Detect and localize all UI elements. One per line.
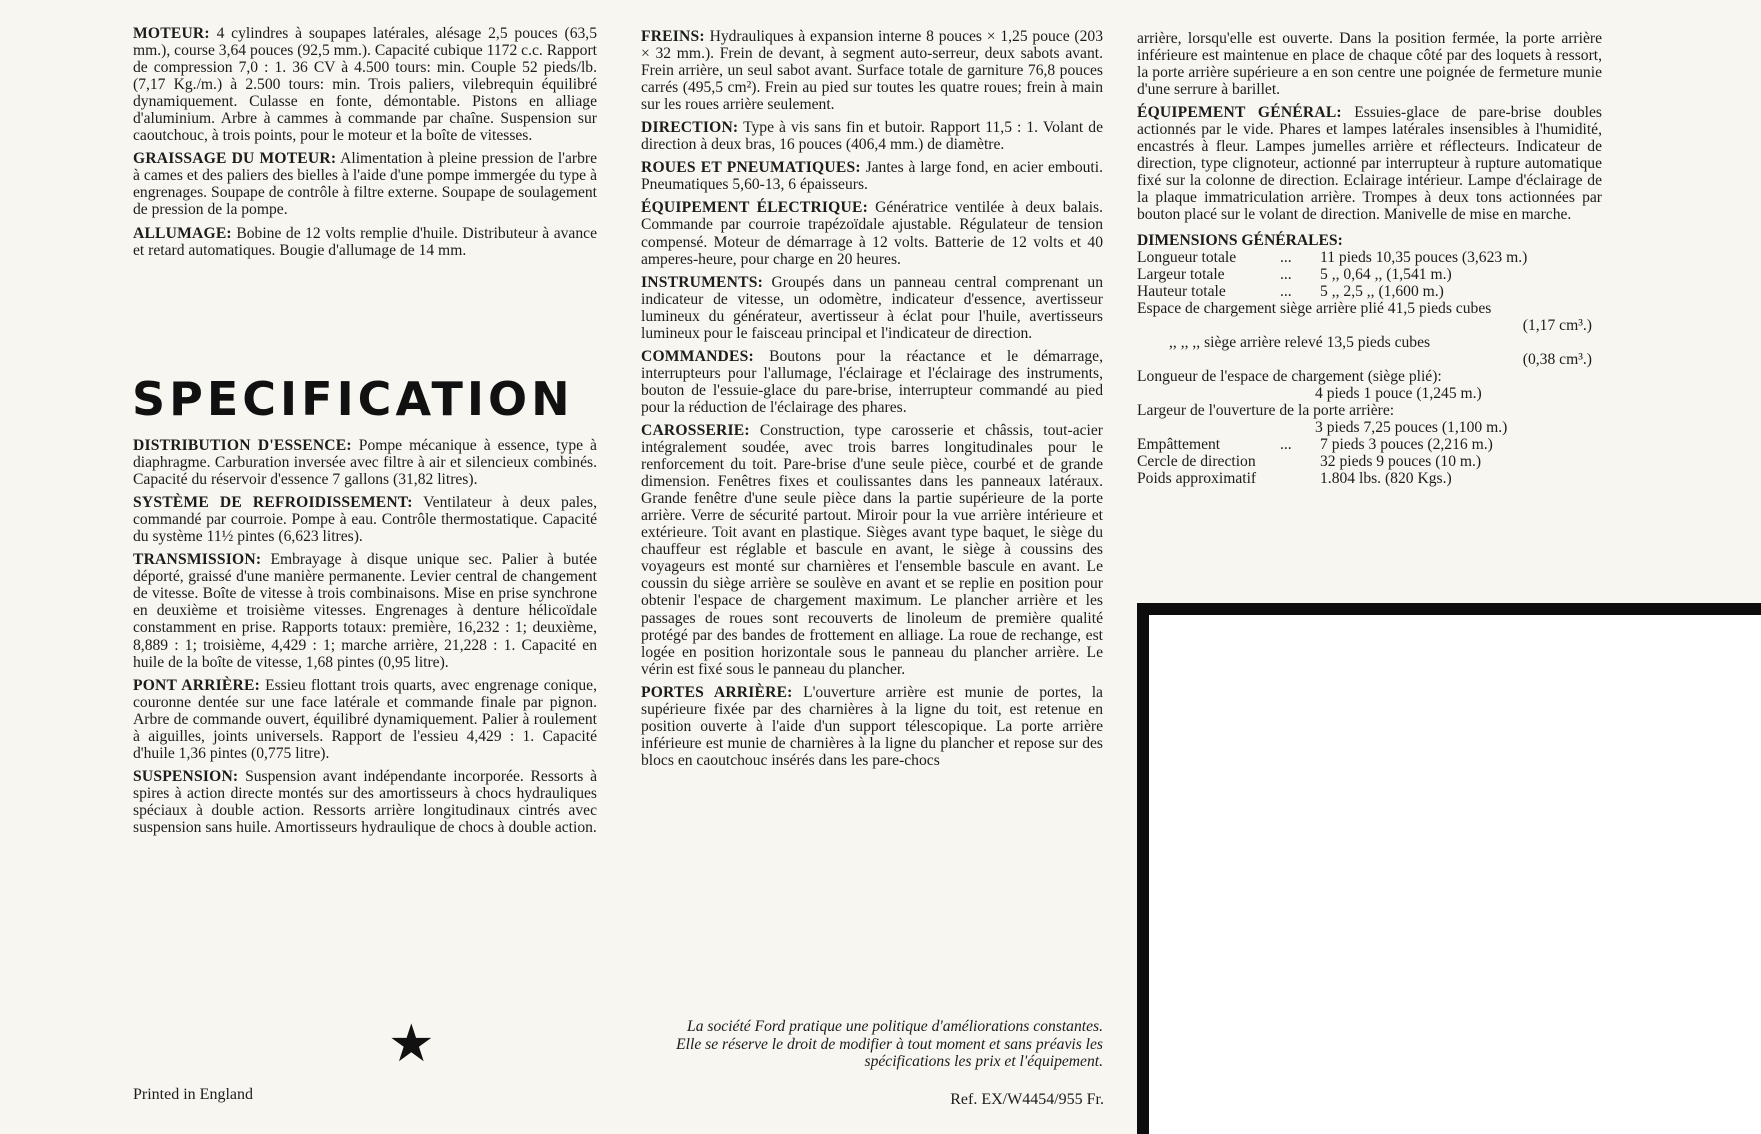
dimension-row xyxy=(1137,249,1602,266)
dimension-row xyxy=(1137,436,1602,453)
dimension-value: 11 pieds 10,35 pouces (3,623 m.) xyxy=(1320,248,1528,266)
spec-suspension xyxy=(133,768,597,836)
spec-portes-continuation: arrière, lorsqu'elle est ouverte. Dans la position fermée, la porte arrière inférieure est maintenue en place de chaque côté par des loquets à ressort, la porte arrière supérieure a en son centre une poignée de fermeture munie d'une serrure à barillet. xyxy=(1137,30,1602,99)
dimension-row xyxy=(1137,283,1602,300)
spec-equipement-general xyxy=(1137,104,1602,223)
cargo-space-raised-metric: (0,38 cm³.) xyxy=(1522,350,1592,368)
spec-allumage xyxy=(133,225,597,259)
spec-electrique xyxy=(641,199,1103,267)
spec-text: Ventilateur à deux pales, commandé par courroie. Pompe à eau. Contrôle thermostatique. Capacité du système 11½ pintes (6,623 litres). xyxy=(133,494,597,546)
dimension-dots: ... xyxy=(1280,436,1292,454)
cargo-length-value: 4 pieds 1 pouce (1,245 m.) xyxy=(1315,384,1482,402)
spec-heading: ÉQUIPEMENT GÉNÉRAL: xyxy=(1137,104,1342,122)
spec-instruments xyxy=(641,274,1103,342)
dimension-row xyxy=(1137,453,1602,470)
dimension-value: 7 pieds 3 pouces (2,216 m.) xyxy=(1320,436,1493,454)
spec-heading: INSTRUMENTS: xyxy=(641,273,763,291)
dimension-value: 32 pieds 9 pouces (10 m.) xyxy=(1320,453,1482,471)
cargo-space-folded-metric: (1,17 cm³.) xyxy=(1522,316,1592,334)
door-width-label: Largeur de l'ouverture de la porte arrière: xyxy=(1137,401,1395,419)
dimension-label: Largeur totale xyxy=(1137,265,1225,283)
spec-text: Alimentation à pleine pression de l'arbre à cames et des paliers des bielles à l'aide d'une pompe immergée du type à engrenages. Soupape de contrôle à filtre externe. Soupape de soulagement de pression de la pompe. xyxy=(133,150,597,219)
dimension-label: Poids approximatif xyxy=(1137,470,1257,488)
dimension-row xyxy=(1137,470,1602,487)
spec-heading: DISTRIBUTION D'ESSENCE: xyxy=(133,437,352,454)
spec-text: Génératrice ventilée à deux balais. Commande par courroie trapézoïdale ajustable. Régulateur de tension compensé. Moteur de démarrage à 12 volts. Batterie de 12 volts et 40 amperes-heure, pour charge en 20 heures. xyxy=(641,199,1104,268)
spec-heading: TRANSMISSION: xyxy=(133,551,262,569)
spec-graissage xyxy=(133,150,597,218)
dimension-value: 5 ,, 2,5 ,, (1,600 m.) xyxy=(1320,282,1444,300)
disclaimer-line: spécifications les prix et l'équipement. xyxy=(864,1053,1103,1070)
column-1-bottom xyxy=(133,437,597,842)
printed-in: Printed in England xyxy=(133,1086,253,1103)
spec-transmission xyxy=(133,551,597,670)
column-1-top xyxy=(133,25,597,265)
dimension-value: 1.804 lbs. (820 Kgs.) xyxy=(1320,470,1452,488)
spec-freins xyxy=(641,28,1103,113)
dimension-value: 5 ,, 0,64 ,, (1,541 m.) xyxy=(1320,265,1452,283)
disclaimer-note xyxy=(541,1018,1103,1071)
dimension-row xyxy=(1137,266,1602,283)
spec-roues xyxy=(641,159,1103,193)
reference-number: Ref. EX/W4454/955 Fr. xyxy=(950,1091,1104,1108)
dimension-dots: ... xyxy=(1280,248,1292,266)
spec-text: Suspension avant indépendante incorporée. Ressorts à spires à action directe montés sur des amortisseurs à chocs hydrauliques spéciaux à double action. Ressorts arrière longitudinaux cintrés avec suspension sans huile. Amortisseurs hydraulique de chocs à double action. xyxy=(133,767,597,836)
spec-text: Groupés dans un panneau central comprenant un indicateur de vitesse, un odomètre, indicateur d'essence, avertisseur lumineux du générateur, avertisseur à éclat pour l'huile, avertisseurs lumineux pour le faisceau principal et l'indicateur de direction. xyxy=(641,273,1103,342)
dimension-label: Empâttement xyxy=(1137,436,1221,454)
spec-text: L'ouverture arrière est munie de portes, la supérieure fixée par des charnières à la ligne du toit, est retenue en position ouverte à l'aide d'un support télescopique. La porte arrière inférieure est munie de charnières à la ligne du plancher et repose sur des blocs en caoutchouc insérés dans les pare-chocs xyxy=(641,683,1103,769)
cargo-length-label: Longueur de l'espace de chargement (siège plié): xyxy=(1137,367,1442,385)
disclaimer-line: La société Ford pratique une politique d'améliorations constantes. xyxy=(687,1018,1103,1035)
door-width-value: 3 pieds 7,25 pouces (1,100 m.) xyxy=(1315,419,1508,437)
cargo-space-raised: ,, ,, ,, siège arrière relevé 13,5 pieds cubes xyxy=(1169,333,1431,351)
dimensions-table-2 xyxy=(1137,436,1602,487)
spec-heading: CAROSSERIE: xyxy=(641,421,750,439)
spec-heading: GRAISSAGE DU MOTEUR: xyxy=(133,150,337,168)
dimension-dots: ... xyxy=(1280,265,1292,283)
spec-heading: ÉQUIPEMENT ÉLECTRIQUE: xyxy=(641,199,868,217)
spec-text: Construction, type carosserie et châssis, tout-acier intégralement soudée, avec trois barres longitudinales pour le renforcement du toit. Pare-brise d'une seule pièce, courbé et de grande dimension. Fenêtres fixes et coulissantes dans les panneaux latéraux. Grande fenêtre d'une seule pièce dans la partie supérieure de la porte arrière. Verre de sécurité partout. Miroir pour la vue arrière intérieure et extérieure. Toit avant en plastique. Sièges avant type baquet, le siège du chauffeur est réglable et bascule en avant, le siège à coussins des voyageurs est monté sur charnières et l'ensemble bascule en avant. Le coussin du siège arrière se soulève en avant et se replie en position pour obtenir l'espace de chargement maximum. Le plancher arrière et les passages de roues sont recouverts de linoleum de première qualité protégé par des bandes de frottement en alliage. La roue de rechange, est logée en position horizontale sous le panneau du plancher arrière. Le vérin est fixé sous le panneau du plancher. xyxy=(641,421,1103,678)
dimension-label: Hauteur totale xyxy=(1137,282,1226,300)
spec-commandes xyxy=(641,348,1103,416)
spec-heading: PONT ARRIÈRE: xyxy=(133,676,260,694)
spec-text: Pompe mécanique à essence, type à diaphragme. Carburation inversée avec filtre à air et silencieux combinés. Capacité du réservoir d'essence 7 gallons (31,82 litres). xyxy=(133,437,597,489)
spec-heading: COMMANDES: xyxy=(641,347,754,365)
spec-refroidissement xyxy=(133,494,597,545)
spec-heading: FREINS: xyxy=(641,28,705,45)
spec-direction xyxy=(641,119,1103,153)
spec-heading: SUSPENSION: xyxy=(133,767,239,785)
dimension-label: Longueur totale xyxy=(1137,248,1237,266)
spec-carosserie xyxy=(641,422,1103,678)
spec-text: Essieu flottant trois quarts, avec engrenage conique, couronne dentée sur une face latérale et commande finale par pignon. Arbre de commande ouvert, équilibré dynamiquement. Palier à roulement à aiguilles, joints universels. Rapport de l'essieu 4,429 : 1. Capacité d'huile 1,36 pintes (0,775 litre). xyxy=(133,676,597,762)
dimension-label: Cercle de direction xyxy=(1137,453,1256,471)
star-icon: ★ xyxy=(388,1014,435,1074)
spec-heading: DIRECTION: xyxy=(641,119,739,137)
dimension-dots: ... xyxy=(1280,282,1292,300)
image-frame xyxy=(1137,603,1761,1134)
cargo-space-folded: Espace de chargement siège arrière plié 41,5 pieds cubes xyxy=(1137,299,1492,317)
column-3 xyxy=(1137,30,1602,487)
spec-text: Bobine de 12 volts remplie d'huile. Distributeur à avance et retard automatiques. Bougie d'allumage de 14 mm. xyxy=(133,224,597,259)
spec-text: Boutons pour la réactance et le démarrage, interrupteurs pour l'allumage, l'éclairage et l'éclairage des instruments, bouton de l'essuie-glace du pare-brise, interrupteur commandé au pied pour la réduction de l'éclairage des phares. xyxy=(641,347,1103,416)
spec-heading: ROUES ET PNEUMATIQUES: xyxy=(641,159,861,177)
spec-text: Essuies-glace de pare-brise doubles actionnés par le vide. Phares et lampes latérales insensibles à l'humidité, encastrés à fleur. Lampes jumelles arrière et réflecteurs. Indicateur de direction, type clignoteur, actionné par interrupteur à rupture automatique fixé sur la colonne de direction. Eclairage intérieur. Lampe d'éclairage de la plaque immatriculation arrière. Trompes à deux tons actionnées par bouton placé sur le volant de direction. Manivelle de mise en marche. xyxy=(1137,104,1602,224)
column-2 xyxy=(641,28,1103,775)
disclaimer-line: Elle se réserve le droit de modifier à tout moment et sans préavis les xyxy=(676,1035,1103,1053)
page-title: SPECIFICATION xyxy=(132,372,574,426)
spec-distribution xyxy=(133,437,597,488)
spec-text: 4 cylindres à soupapes latérales, alésage 2,5 pouces (63,5 mm.), course 3,64 pouces (92,5 mm.). Capacité cubique 1172 c.c. Rapport de compression 7,0 : 1. 36 CV à 4.500 tours: min. Couple 52 pieds/lb. (7,17 Kg./m.) à 2.500 tours: min. Trois paliers, vilebrequin équilibré dynamiquement. Culasse en fonte, démontable. Pistons en alliage d'aluminium. Arbre à cammes à commande par chaîne. Suspension sur caoutchouc, à trois points, pour le moteur et la boîte de vitesses. xyxy=(133,25,598,145)
dimensions-table xyxy=(1137,249,1602,300)
dimensions-title: DIMENSIONS GÉNÉRALES: xyxy=(1137,231,1343,249)
spec-moteur xyxy=(133,25,597,144)
spec-text: Embrayage à disque unique sec. Palier à butée déporté, graissé d'une manière permanente. Levier central de changement de vitesse. Boîte de vitesse à trois combinaisons. Mise en prise synchrone en deuxième et troisième vitesses. Engrenages à denture hélicoïdale constamment en prise. Rapports totaux: première, 16,232 : 1; deuxième, 8,889 : 1; troisième, 4,429 : 1; marche arrière, 21,228 : 1. Capacité en huile de la boîte de vitesse, 1,68 pintes (0,95 litre). xyxy=(133,551,597,671)
spec-heading: ALLUMAGE: xyxy=(133,224,232,242)
spec-heading: PORTES ARRIÈRE: xyxy=(641,683,793,701)
spec-text: Jantes à large fond, en acier embouti. Pneumatiques 5,60-13, 6 épaisseurs. xyxy=(641,159,1103,194)
spec-pont-arriere xyxy=(133,677,597,762)
spec-heading: SYSTÈME DE REFROIDISSEMENT: xyxy=(133,494,413,512)
spec-text: Type à vis sans fin et butoir. Rapport 11,5 : 1. Volant de direction à deux bras, 16 pouces (406,4 mm.) de diamètre. xyxy=(641,119,1103,154)
spec-heading: MOTEUR: xyxy=(133,25,210,42)
spec-portes-arriere xyxy=(641,684,1103,769)
spec-text: Hydrauliques à expansion interne 8 pouces × 1,25 pouce (203 × 32 mm.). Frein de devant, à segment auto-serreur, deux sabots avant. Frein arrière, un seul sabot avant. Surface totale de garniture 76,8 pouces carrés (495,5 cm²). Frein au pied sur toutes les quatre roues; frein à main sur les roues arrière seulement. xyxy=(641,28,1103,114)
